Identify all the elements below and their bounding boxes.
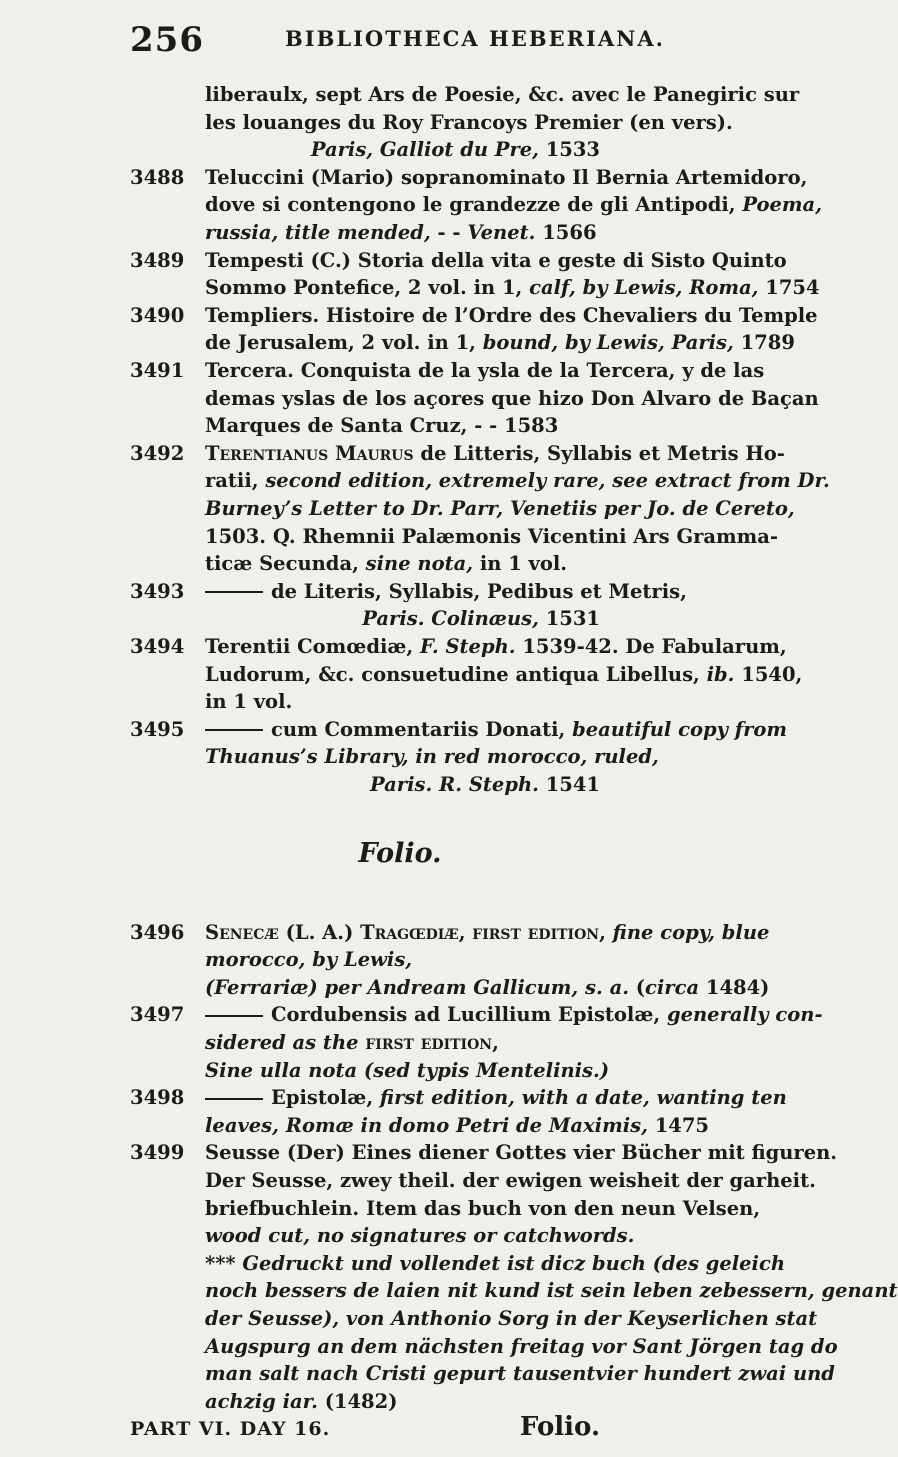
text-run: les louanges du Roy Francoys Premier (en vers). <box>205 110 733 134</box>
text-run: Paris. Colinæus, <box>362 607 539 631</box>
entry-line <box>205 606 600 633</box>
footer-catchword: Folio. <box>519 1412 600 1443</box>
entry-line <box>205 1251 786 1278</box>
text-run: F. Steph. <box>420 635 516 658</box>
entry-first-line <box>205 579 687 606</box>
entry-line <box>205 82 800 109</box>
text-run: 1503. Q. Rhemnii Palæmonis Vicentini Ars Gramma- <box>205 524 779 548</box>
text-run: Teluccini (Mario) sopranominato Il Bernia Artemidoro, <box>205 165 808 189</box>
entry-line <box>205 975 770 1002</box>
text-run: Sommo Pontefice, 2 vol. in 1, <box>205 276 530 300</box>
entry-number: 3494 <box>130 635 185 658</box>
entry-line <box>205 137 600 164</box>
text-run: in 1 vol. <box>473 552 568 576</box>
entry-first-line <box>205 634 787 661</box>
text-run: sine nota, <box>365 552 474 576</box>
text-run: man salt nach Cristi gepurt tausentvier hundert zwai und <box>205 1362 835 1386</box>
entry-line <box>205 220 605 247</box>
ditto-rule <box>205 729 263 731</box>
entry-first-line <box>205 303 818 330</box>
entry-line <box>205 275 820 302</box>
text-run: Burney’s Letter to Dr. Parr, Venetiis per Jo. de Cereto, <box>205 497 795 520</box>
entry-first-line <box>205 441 785 468</box>
entry-number: 3493 <box>130 579 185 603</box>
text-run: generally con- <box>666 1003 823 1027</box>
entry-line <box>205 386 819 413</box>
text-run: de Litteris, Syllabis et Metris Ho- <box>413 441 785 465</box>
entry-line <box>205 110 733 137</box>
text-run: 1539-42. De Fabularum, <box>515 635 787 658</box>
entry-number: 3499 <box>130 1141 185 1165</box>
entry-number: 3496 <box>130 920 185 944</box>
text-run: - - <box>430 221 468 244</box>
entry-number: 3489 <box>130 248 185 272</box>
text-run: Venet. <box>467 221 536 244</box>
section-title-folio: Folio. <box>358 837 442 869</box>
text-run: sidered as the <box>205 1031 366 1054</box>
text-run: 1475 <box>647 1113 709 1137</box>
text-run: circa <box>645 975 700 999</box>
text-run: leaves, Romæ in domo Petri de Maximis, <box>205 1113 648 1137</box>
text-run: de Literis, Syllabis, Pedibus et Metris, <box>271 579 687 603</box>
entry-first-line <box>205 920 770 947</box>
entry-line <box>205 1223 635 1250</box>
entry-first-line <box>205 1085 787 1112</box>
footer-signature: PART VI. DAY 16. <box>130 1418 331 1441</box>
text-run: der Seusse), von Anthonio Sorg in der Keyserlichen stat <box>205 1307 818 1330</box>
text-run: Poema, <box>742 193 822 217</box>
entry-line <box>205 662 803 689</box>
text-run: Epistolæ, <box>271 1086 380 1110</box>
text-run: cum Commentariis Donati, <box>271 717 573 741</box>
entry-number: 3492 <box>130 441 185 465</box>
text-run: Augspurg an dem nächsten freitag vor Sant Jörgen tag do <box>205 1334 838 1358</box>
text-run: 1531 <box>538 607 600 631</box>
entry-line <box>205 1361 835 1388</box>
text-run: Cordubensis ad Lucillium Epistolæ, <box>271 1003 667 1027</box>
entry-first-line <box>205 358 765 385</box>
text-run: Marques de Santa Cruz, - - 1583 <box>205 414 559 438</box>
entry-line <box>205 947 605 974</box>
text-run: in 1 vol. <box>205 690 293 714</box>
entry-line <box>205 330 795 357</box>
entry-first-line <box>205 248 787 275</box>
text-run: ib. <box>706 662 735 686</box>
entry-first-line <box>205 165 808 192</box>
entry-first-line <box>205 1002 823 1029</box>
text-run: calf, by Lewis, Roma, <box>529 276 759 300</box>
entry-line <box>205 1113 709 1140</box>
text-run: first edition, with a date, wanting ten <box>379 1086 787 1110</box>
text-run: Terentii Comœdiæ, <box>205 635 420 658</box>
text-run: Senecæ (L. A.) Tragœdiæ, first edition, <box>205 920 606 944</box>
ditto-rule <box>205 591 263 593</box>
entry-line <box>205 1306 818 1333</box>
text-run: Terentianus Maurus <box>205 441 414 465</box>
text-run: dove si contengono le grandezze de gli Antipodi, <box>205 193 743 217</box>
text-run: russia, title mended, <box>205 221 431 244</box>
entry-line <box>205 1278 898 1305</box>
entry-number: 3498 <box>130 1086 185 1110</box>
text-run: 1533 <box>538 138 600 162</box>
entry-line <box>205 192 822 219</box>
ditto-rule <box>205 1098 263 1100</box>
entry-first-line <box>205 1140 838 1167</box>
entry-number: 3488 <box>130 165 185 189</box>
text-run: morocco, by Lewis, <box>205 948 413 972</box>
text-run: Seusse (Der) Eines diener Gottes vier Bücher mit figuren. <box>205 1141 838 1165</box>
text-run: 1789 <box>733 331 795 355</box>
text-run: bound, by Lewis, Paris, <box>482 331 734 355</box>
text-run: Tercera. Conquista de la ysla de la Tercera, y de las <box>205 359 765 382</box>
text-run: ratii, <box>205 469 266 493</box>
text-run: Paris. R. Steph. <box>370 773 539 796</box>
entry-number: 3491 <box>130 359 185 382</box>
text-run: Der Seusse, zwey theil. der ewigen weisheit der garheit. <box>205 1169 816 1192</box>
text-run: Ludorum, &c. consuetudine antiqua Libellus, <box>205 662 707 686</box>
page-header <box>130 20 670 60</box>
entry-line <box>205 551 605 578</box>
text-run: ticæ Secunda, <box>205 552 366 576</box>
text-run: briefbuchlein. Item das buch von den neun Velsen, <box>205 1196 761 1220</box>
entry-line <box>205 524 779 551</box>
text-run: first edition, <box>365 1031 499 1054</box>
text-run: 1566 <box>535 221 597 244</box>
text-run: *** Gedruckt und vollendet ist dicz buch (des geleich <box>205 1251 786 1275</box>
text-run: beautiful copy from <box>572 717 788 741</box>
text-run: ( <box>629 975 646 999</box>
text-run: wood cut, no signatures or catchwords. <box>205 1224 635 1248</box>
entry-line <box>205 1196 761 1223</box>
entry-first-line <box>205 717 788 744</box>
entry-line <box>205 1168 816 1195</box>
entry-line <box>205 1334 838 1361</box>
text-run: Paris, Galliot du Pre, <box>310 138 539 162</box>
entry-number: 3497 <box>130 1003 185 1027</box>
entry-line <box>205 744 659 771</box>
entry-line <box>205 772 600 799</box>
running-title: BIBLIOTHECA HEBERIANA. <box>285 26 665 51</box>
ditto-rule <box>205 1015 263 1017</box>
entry-number: 3490 <box>130 303 185 327</box>
text-run: second edition, extremely rare, see extract from Dr. <box>265 469 830 493</box>
entry-line <box>205 468 830 495</box>
text-run: 1484) <box>699 975 770 999</box>
text-run: fine copy, blue <box>605 920 770 944</box>
text-run: Thuanus’s Library, in red morocco, ruled, <box>205 745 659 769</box>
text-run: achzig iar. <box>205 1389 318 1413</box>
text-run: (Ferrariæ) per Andream Gallicum, s. a. <box>205 975 629 999</box>
entry-line <box>205 413 605 440</box>
entry-line <box>205 1030 605 1057</box>
text-run: 1541 <box>538 773 600 796</box>
text-run: demas yslas de los açores que hizo Don Alvaro de Baçan <box>205 386 819 410</box>
text-run: liberaulx, sept Ars de Poesie, &c. avec le Panegiric sur <box>205 83 800 106</box>
entry-line <box>205 1058 610 1085</box>
text-run: Templiers. Histoire de l’Ordre des Chevaliers du Temple <box>205 303 818 327</box>
text-run: noch bessers de laien nit kund ist sein leben zebessern, genant <box>205 1279 898 1303</box>
text-run: Sine ulla nota (sed typis Mentelinis.) <box>205 1058 610 1082</box>
text-run: 1540, <box>734 662 803 686</box>
entry-line <box>205 1389 605 1416</box>
entry-line <box>205 496 795 523</box>
entry-number: 3495 <box>130 717 185 741</box>
text-run: de Jerusalem, 2 vol. in 1, <box>205 331 483 355</box>
text-run: Tempesti (C.) Storia della vita e geste di Sisto Quinto <box>205 248 787 272</box>
entry-line <box>205 689 605 716</box>
text-run: (1482) <box>317 1389 398 1413</box>
page-number: 256 <box>130 20 204 60</box>
text-run: 1754 <box>758 276 820 300</box>
